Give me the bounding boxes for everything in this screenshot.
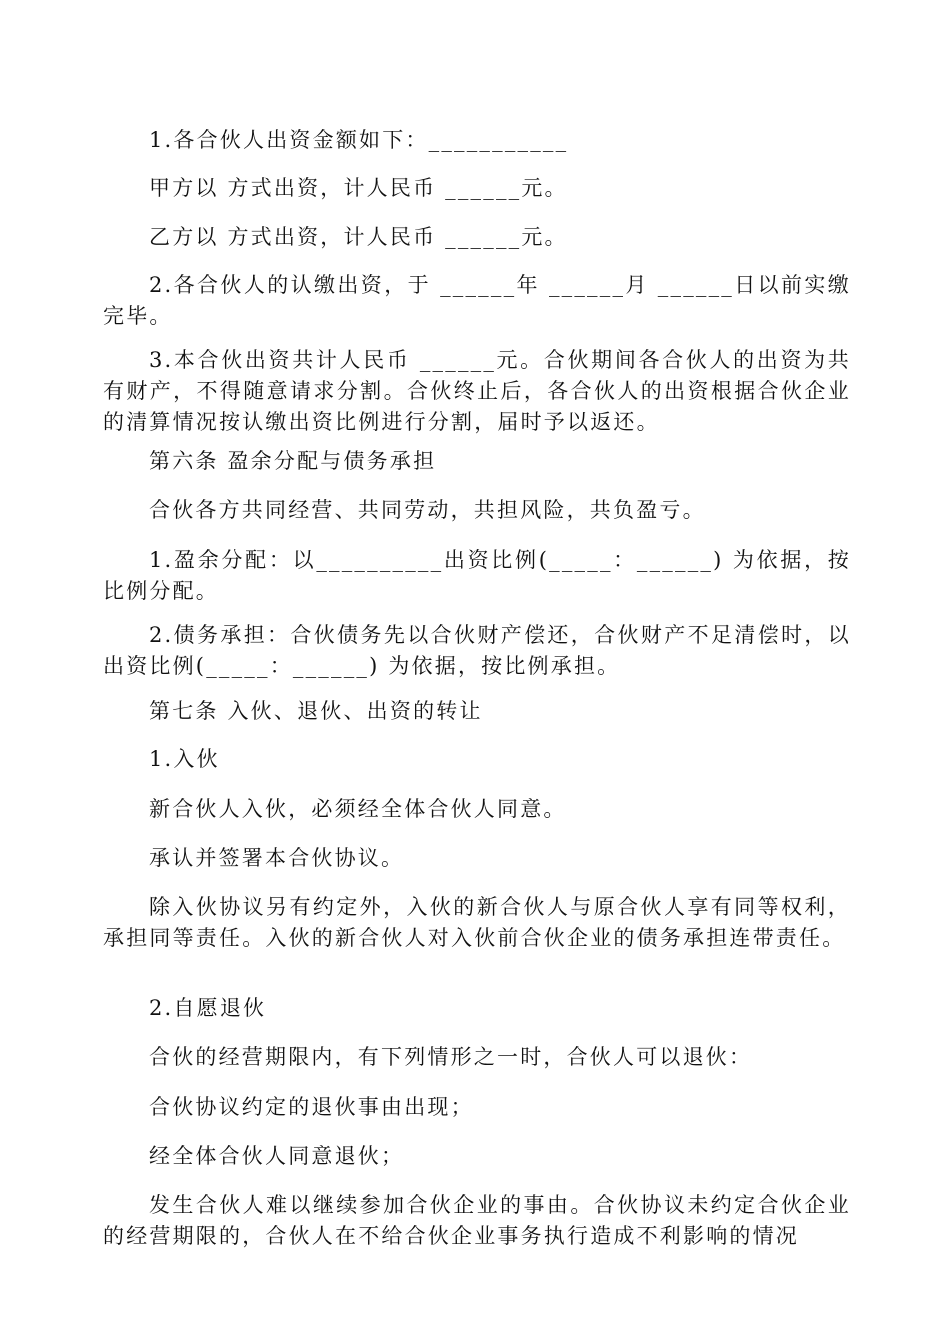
paragraph-payment-deadline: 2.各合伙人的认缴出资，于 ______年 ______月 ______日以前实缴完毕。 xyxy=(103,273,851,328)
paragraph-total-contribution: 3.本合伙出资共计人民币 ______元。合伙期间各合伙人的出资为共有财产，不得随意请求分割。合伙终止后，各合伙人的出资根据合伙企业的清算情况按认缴出资比例进行分割，届时予以返还。 xyxy=(103,348,851,434)
paragraph-shared-risk: 合伙各方共同经营、共同劳动，共担风险，共负盈亏。 xyxy=(149,498,706,522)
paragraph-withdrawal-conditions: 合伙的经营期限内，有下列情形之一时，合伙人可以退伙： xyxy=(149,1045,753,1069)
heading-voluntary-withdrawal: 2.自愿退伙 xyxy=(149,996,267,1020)
paragraph-contribution-amounts: 1.各合伙人出资金额如下：___________ xyxy=(149,128,569,152)
paragraph-new-partner-consent: 新合伙人入伙，必须经全体合伙人同意。 xyxy=(149,797,567,821)
paragraph-unanimous-consent: 经全体合伙人同意退伙； xyxy=(149,1144,405,1168)
heading-article-7: 第七条 入伙、退伙、出资的转让 xyxy=(149,699,483,723)
paragraph-agreed-reason: 合伙协议约定的退伙事由出现； xyxy=(149,1095,474,1119)
paragraph-party-a: 甲方以 方式出资，计人民币 ______元。 xyxy=(149,176,568,200)
paragraph-debt-bearing: 2.债务承担：合伙债务先以合伙财产偿还，合伙财产不足清偿时，以 出资比例(_____：______) 为依据，按比例承担。 xyxy=(103,623,860,678)
paragraph-new-partner-rights: 除入伙协议另有约定外，入伙的新合伙人与原合伙人享有同等权利，承担同等责任。入伙的新合伙人对入伙前合伙企业的债务承担连带责任。 xyxy=(103,895,851,950)
paragraph-difficult-circumstances: 发生合伙人难以继续参加合伙企业的事由。合伙协议未约定合伙企业的经营期限的，合伙人在不给合伙企业事务执行造成不利影响的情况 xyxy=(103,1193,851,1248)
heading-admission: 1.入伙 xyxy=(149,747,220,771)
heading-article-6: 第六条 盈余分配与债务承担 xyxy=(149,449,437,473)
paragraph-party-b: 乙方以 方式出资，计人民币 ______元。 xyxy=(149,225,568,249)
paragraph-profit-distribution: 1.盈余分配：以__________出资比例(_____：______) 为依据，按比例分配。 xyxy=(103,548,851,603)
paragraph-sign-agreement: 承认并签署本合伙协议。 xyxy=(149,846,405,870)
